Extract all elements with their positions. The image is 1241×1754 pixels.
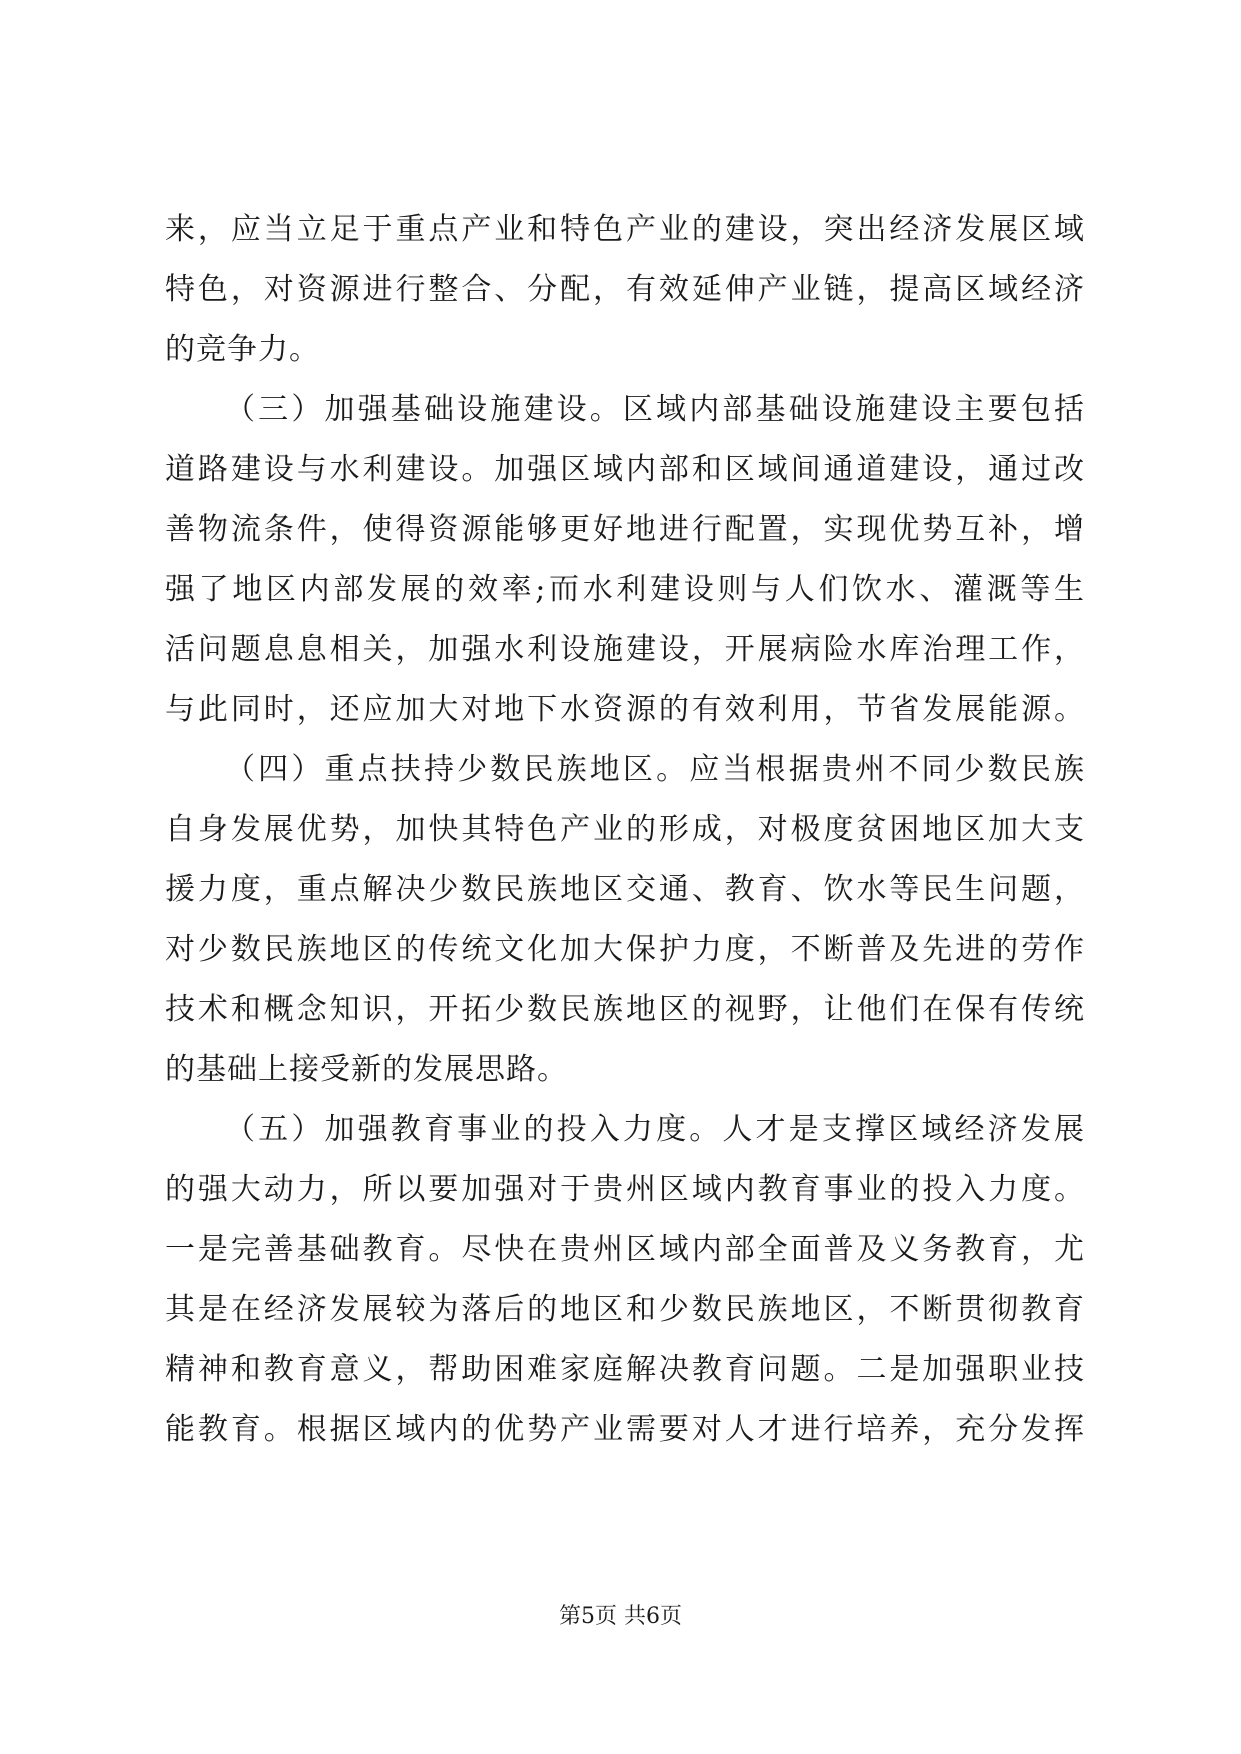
paragraph [165,1100,1085,1460]
text-line: 精神和教育意义，帮助困难家庭解决教育问题。二是加强职业技 [165,1352,1085,1387]
text-line: 对少数民族地区的传统文化加大保护力度，不断普及先进的劳作 [165,932,1085,967]
text-line: 能教育。根据区域内的优势产业需要对人才进行培养，充分发挥 [165,1412,1085,1447]
text-line: （三）加强基础设施建设。区域内部基础设施建设主要包括 [225,392,1085,427]
text-line: 善物流条件，使得资源能够更好地进行配置，实现优势互补，增 [165,512,1085,547]
text-line: 的强大动力，所以要加强对于贵州区域内教育事业的投入力度。 [165,1172,1085,1207]
document-body [165,200,1085,1460]
text-line: 的竞争力。 [165,332,320,367]
text-line: （四）重点扶持少数民族地区。应当根据贵州不同少数民族 [225,752,1085,787]
page-number-footer: 第5页 共6页 [559,1604,682,1629]
text-line: 活问题息息相关，加强水利设施建设，开展病险水库治理工作， [165,632,1085,667]
text-line: 来，应当立足于重点产业和特色产业的建设，突出经济发展区域 [165,212,1085,247]
text-line: 一是完善基础教育。尽快在贵州区域内部全面普及义务教育，尤 [165,1232,1085,1267]
text-line: （五）加强教育事业的投入力度。人才是支撑区域经济发展 [225,1112,1085,1147]
text-line: 与此同时，还应加大对地下水资源的有效利用，节省发展能源。 [165,692,1085,727]
text-line: 其是在经济发展较为落后的地区和少数民族地区，不断贯彻教育 [165,1292,1085,1327]
paragraph [165,380,1085,740]
paragraph [165,200,1085,380]
text-line: 特色，对资源进行整合、分配，有效延伸产业链，提高区域经济 [165,272,1085,307]
text-line: 技术和概念知识，开拓少数民族地区的视野，让他们在保有传统 [165,992,1085,1027]
paragraph [165,740,1085,1100]
text-line: 援力度，重点解决少数民族地区交通、教育、饮水等民生问题， [165,872,1085,907]
text-line: 强了地区内部发展的效率;而水利建设则与人们饮水、灌溉等生 [165,572,1085,607]
text-line: 自身发展优势，加快其特色产业的形成，对极度贫困地区加大支 [165,812,1085,847]
text-line: 的基础上接受新的发展思路。 [165,1052,568,1087]
text-line: 道路建设与水利建设。加强区域内部和区域间通道建设，通过改 [165,452,1085,487]
